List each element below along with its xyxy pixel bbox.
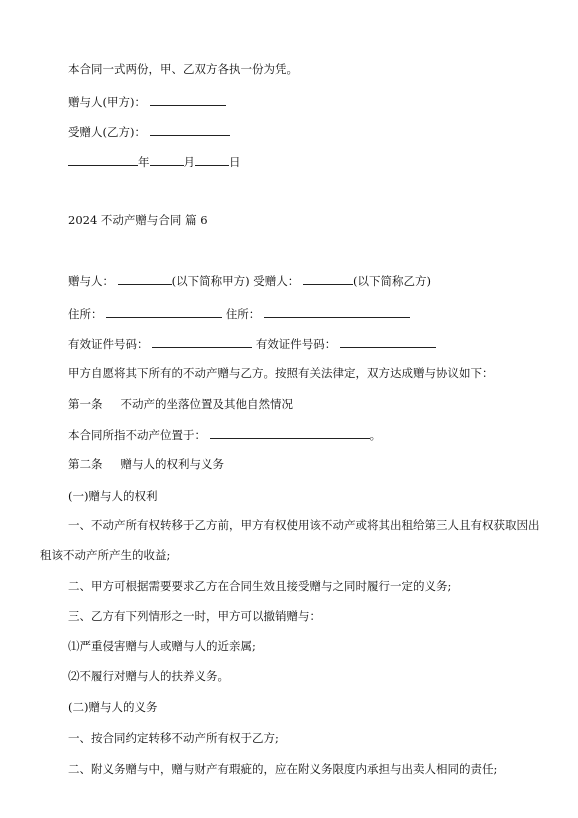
subsection-duties: (二)赠与人的义务 (68, 700, 158, 714)
address-label-b: 住所： (225, 307, 261, 321)
day-label: 日 (229, 155, 241, 169)
duty-2: 二、附义务赠与中，赠与财产有瑕疵的，应在附义务限度内承担与出卖人相同的责任; (68, 762, 498, 776)
donee-abbrev: (以下简称乙方) (352, 274, 431, 288)
donee-sign-blank (150, 124, 230, 136)
donor-abbrev-and-donee-label: (以下简称甲方) 受赠人： (171, 274, 300, 288)
article-2-heading (68, 457, 224, 471)
clause-3: 三、乙方有下列情形之一时，甲方可以撤销赠与： (68, 609, 321, 623)
year-label: 年 (138, 155, 150, 169)
text-line-parties (68, 273, 431, 288)
location-blank (210, 427, 370, 439)
clause-3-item-1: ⑴严重侵害赠与人或赠与人的近亲属; (68, 639, 256, 653)
article-1-number: 第一条 (68, 397, 103, 411)
month-blank (150, 154, 184, 166)
text-line-1: 本合同一式两份，甲、乙双方各执一份为凭。 (68, 62, 298, 76)
article-2-title: 赠与人的权利与义务 (120, 457, 224, 471)
id-label-b: 有效证件号码： (255, 337, 337, 351)
text-line-intro: 甲方自愿将其下所有的不动产赠与乙方。按照有关法律定，双方达成赠与协议如下： (68, 366, 494, 380)
text-line-donee-sign (68, 124, 230, 139)
location-end: 。 (369, 428, 382, 442)
donor-sign-label: 赠与人(甲方)： (68, 95, 146, 109)
text-line-id (68, 336, 436, 351)
donor-sign-blank (150, 94, 226, 106)
day-blank (195, 154, 229, 166)
article-1-heading (68, 397, 293, 411)
donee-sign-label: 受赠人(乙方)： (68, 125, 146, 139)
clause-1-line-2: 租该不动产所产生的收益; (40, 548, 171, 562)
article-2-number: 第二条 (68, 457, 103, 471)
clause-2: 二、甲方可根据需要要求乙方在合同生效且接受赠与之同时履行一定的义务; (68, 579, 452, 593)
donor-blank (118, 273, 172, 285)
text-line-date (68, 154, 241, 169)
month-label: 月 (183, 155, 195, 169)
id-label-a: 有效证件号码： (68, 337, 149, 351)
text-line-location (68, 427, 381, 442)
text-line-address (68, 306, 410, 321)
duty-1: 一、按合同约定转移不动产所有权于乙方; (68, 731, 279, 745)
donor-label: 赠与人： (68, 274, 114, 288)
year-blank (68, 154, 138, 166)
address-blank-b (264, 306, 410, 318)
address-label-a: 住所： (68, 307, 103, 321)
section-title: 2024 不动产赠与合同 篇 6 (68, 213, 208, 227)
donee-blank (303, 273, 353, 285)
address-blank-a (106, 306, 222, 318)
id-blank-b (340, 336, 436, 348)
clause-1-line-1: 一、不动产所有权转移于乙方前，甲方有权使用该不动产或将其出租给第三人且有权获取因出 (68, 518, 540, 532)
id-blank-a (152, 336, 252, 348)
subsection-rights: (一)赠与人的权利 (68, 489, 158, 503)
location-label: 本合同所指不动产位置于： (68, 428, 206, 442)
article-1-title: 不动产的坐落位置及其他自然情况 (120, 397, 293, 411)
text-line-donor-sign (68, 94, 226, 109)
clause-3-item-2: ⑵不履行对赠与人的扶养义务。 (68, 669, 229, 683)
